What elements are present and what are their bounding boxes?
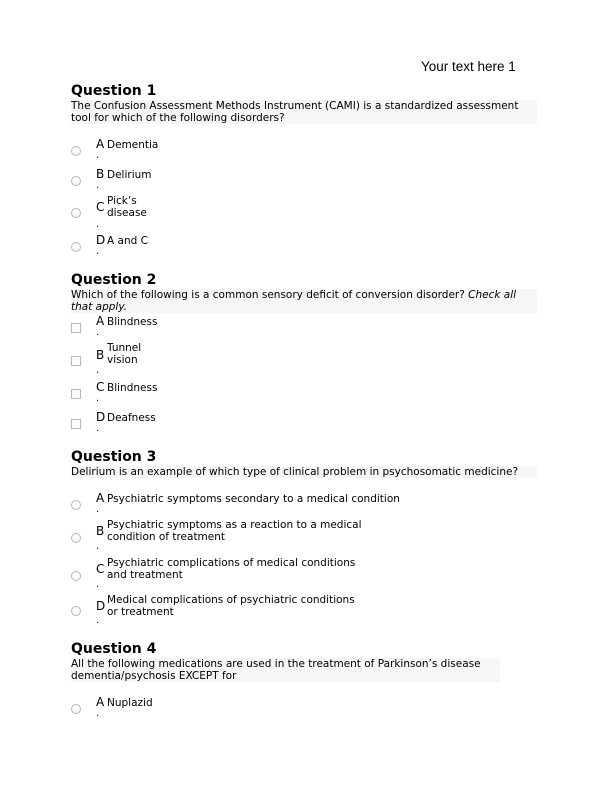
option-dot: . [96, 246, 100, 257]
option-dot: . [96, 180, 100, 191]
checkbox[interactable] [71, 419, 81, 429]
option-letter: A [96, 695, 105, 709]
option-label: A and C [107, 235, 148, 247]
question-text-body: All the following medications are used in the treatment of Parkinson’s disease dementia/psychosis EXCEPT for [71, 658, 481, 682]
page-header-text: Your text here 1 [421, 59, 516, 74]
checkbox[interactable] [71, 389, 81, 399]
option-dot: . [96, 423, 100, 434]
option-label: Tunnel vision [107, 342, 142, 366]
option-dot: . [96, 541, 100, 552]
option-dot: . [96, 708, 100, 719]
option-label: Psychiatric complications of medical conditions and treatment [107, 557, 356, 581]
option-label: Blindness [107, 316, 158, 328]
radio-button[interactable] [71, 606, 81, 616]
option-letter: B [96, 348, 105, 362]
option-label: Deafness [107, 412, 156, 424]
option-dot: . [96, 365, 100, 376]
option-dot: . [96, 327, 100, 338]
option-letter: D [96, 233, 106, 247]
option-dot: . [96, 579, 100, 590]
question-1 [71, 83, 536, 257]
option-dot: . [96, 393, 100, 404]
question-text [71, 100, 537, 124]
option-label: Medical complications of psychiatric conditions or treatment [107, 594, 355, 618]
question-title: Question 3 [71, 449, 157, 465]
radio-button[interactable] [71, 146, 81, 156]
option-letter: C [96, 200, 105, 214]
option-dot: . [96, 615, 100, 626]
option-letter: B [96, 167, 105, 181]
option-letter: A [96, 314, 105, 328]
option-letter: A [96, 137, 105, 151]
question-text [71, 658, 500, 682]
option-label: Delirium [107, 169, 152, 181]
option-label: Psychiatric symptoms secondary to a medical condition [107, 493, 400, 505]
option-letter: A [96, 491, 105, 505]
question-4 [71, 641, 536, 719]
option-letter: D [96, 410, 106, 424]
option-label: Psychiatric symptoms as a reaction to a medical condition of treatment [107, 519, 362, 543]
radio-button[interactable] [71, 500, 81, 510]
question-title: Question 4 [71, 641, 157, 657]
radio-button[interactable] [71, 176, 81, 186]
option-letter: C [96, 380, 105, 394]
option-letter: C [96, 562, 105, 576]
checkbox[interactable] [71, 323, 81, 333]
question-text [71, 466, 537, 478]
question-text-body: The Confusion Assessment Methods Instrument (CAMI) is a standardized assessment tool for which of the following disorders? [71, 100, 519, 124]
radio-button[interactable] [71, 208, 81, 218]
radio-button[interactable] [71, 571, 81, 581]
option-letter: D [96, 599, 106, 613]
question-title: Question 2 [71, 272, 157, 288]
question-instruction: Check all that apply. [71, 289, 517, 313]
option-label: Blindness [107, 382, 158, 394]
radio-button[interactable] [71, 533, 81, 543]
option-dot: . [96, 219, 100, 230]
question-2 [71, 272, 536, 434]
question-text-body: Which of the following is a common sensory deficit of conversion disorder? [71, 289, 465, 301]
radio-button[interactable] [71, 704, 81, 714]
option-label: Nuplazid [107, 697, 153, 709]
option-label: Pick’s disease [107, 195, 147, 219]
option-label: Dementia [107, 139, 159, 151]
radio-button[interactable] [71, 242, 81, 252]
checkbox[interactable] [71, 356, 81, 366]
question-title: Question 1 [71, 83, 157, 99]
question-text [71, 289, 537, 313]
question-text-body: Delirium is an example of which type of clinical problem in psychosomatic medicine? [71, 466, 519, 478]
question-3 [71, 449, 536, 626]
option-letter: B [96, 524, 105, 538]
option-dot: . [96, 504, 100, 515]
option-dot: . [96, 150, 100, 161]
